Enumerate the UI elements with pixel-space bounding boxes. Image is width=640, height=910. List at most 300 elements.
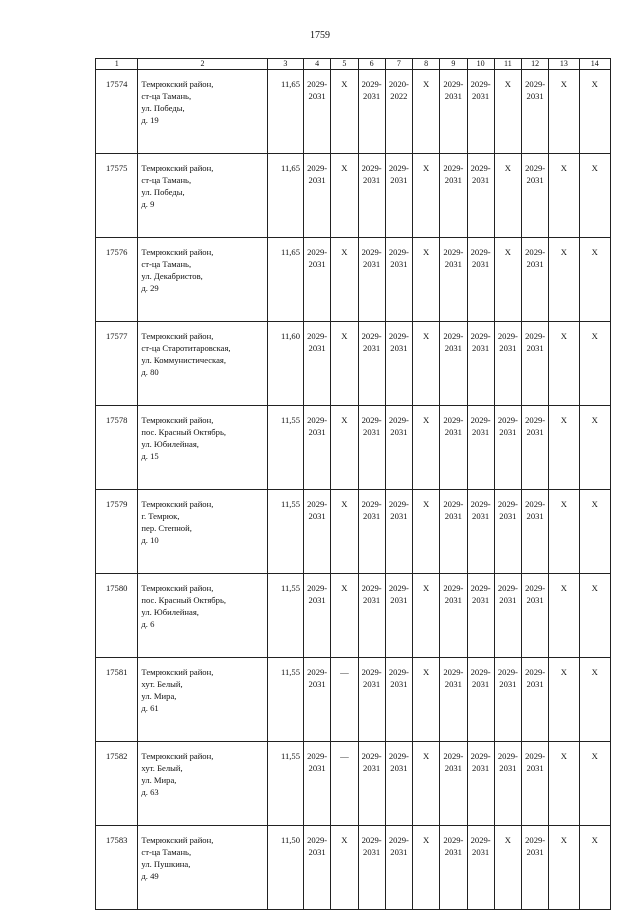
address-line: ул. Победы, — [141, 103, 185, 113]
address-line: Темрюкский район, — [141, 667, 214, 677]
period-part: 2029- — [361, 667, 382, 677]
address-cell — [138, 742, 267, 826]
period-part: 2031 — [472, 847, 490, 857]
period-part: 2031 — [472, 511, 490, 521]
period-part: 2029- — [388, 331, 409, 341]
registry-table — [95, 58, 611, 910]
record-number: 17574 — [96, 70, 138, 154]
mark-cell: X — [494, 238, 521, 322]
period-cell — [522, 574, 549, 658]
period-cell — [467, 658, 494, 742]
period-part: 2029- — [443, 583, 464, 593]
period-cell — [304, 154, 331, 238]
period-part: 2029- — [307, 79, 328, 89]
period-cell — [494, 574, 521, 658]
period-part: 2029- — [497, 583, 518, 593]
mark-cell: X — [579, 70, 610, 154]
period-part: 2029- — [443, 79, 464, 89]
column-header: 13 — [549, 59, 579, 70]
period-part: 2031 — [472, 259, 490, 269]
period-part: 2029- — [361, 583, 382, 593]
period-part: 2031 — [526, 91, 544, 101]
period-cell — [522, 826, 549, 910]
period-cell — [358, 238, 385, 322]
mark-cell: X — [579, 322, 610, 406]
period-part: 2029- — [470, 415, 491, 425]
page-number: 1759 — [310, 30, 330, 41]
period-part: 2029- — [525, 499, 546, 509]
address-line: ст-ца Тамань, — [141, 847, 192, 857]
period-part: 2031 — [390, 763, 408, 773]
period-cell — [467, 238, 494, 322]
address-cell — [138, 406, 267, 490]
table-row — [96, 238, 611, 322]
address-line: д. 80 — [141, 367, 159, 377]
period-cell — [358, 322, 385, 406]
period-part: 2029- — [525, 583, 546, 593]
period-part: 2031 — [308, 91, 326, 101]
table-row — [96, 406, 611, 490]
mark-cell: X — [331, 406, 358, 490]
period-part: 2031 — [526, 175, 544, 185]
mark-cell: X — [549, 238, 579, 322]
period-part: 2029- — [307, 751, 328, 761]
period-cell — [494, 490, 521, 574]
period-cell — [440, 742, 467, 826]
period-part: 2031 — [499, 343, 517, 353]
area-value: 11,60 — [267, 322, 303, 406]
period-part: 2029- — [361, 835, 382, 845]
period-part: 2031 — [363, 511, 381, 521]
period-part: 2031 — [363, 763, 381, 773]
period-part: 2031 — [472, 343, 490, 353]
period-cell — [385, 238, 412, 322]
period-part: 2029- — [470, 163, 491, 173]
address-cell — [138, 490, 267, 574]
period-part: 2022 — [390, 91, 408, 101]
period-part: 2029- — [525, 163, 546, 173]
period-part: 2029- — [470, 499, 491, 509]
period-cell — [358, 826, 385, 910]
period-part: 2029- — [497, 667, 518, 677]
area-value: 11,65 — [267, 154, 303, 238]
period-part: 2031 — [390, 595, 408, 605]
mark-cell: X — [494, 154, 521, 238]
address-line: пос. Красный Октябрь, — [141, 595, 227, 605]
mark-cell: X — [413, 826, 440, 910]
period-cell — [522, 490, 549, 574]
period-part: 2029- — [443, 331, 464, 341]
column-header: 6 — [358, 59, 385, 70]
column-header: 12 — [522, 59, 549, 70]
period-cell — [358, 70, 385, 154]
period-cell — [385, 154, 412, 238]
address-line: Темрюкский район, — [141, 835, 214, 845]
period-part: 2029- — [361, 751, 382, 761]
period-part: 2031 — [472, 595, 490, 605]
period-part: 2031 — [390, 175, 408, 185]
period-part: 2029- — [361, 499, 382, 509]
address-cell — [138, 658, 267, 742]
period-part: 2029- — [361, 415, 382, 425]
address-line: д. 15 — [141, 451, 159, 461]
period-cell — [440, 322, 467, 406]
address-line: ул. Мира, — [141, 775, 177, 785]
period-part: 2029- — [525, 667, 546, 677]
period-cell — [467, 574, 494, 658]
period-part: 2031 — [390, 847, 408, 857]
period-part: 2029- — [361, 331, 382, 341]
column-header: 14 — [579, 59, 610, 70]
period-cell — [358, 490, 385, 574]
period-cell — [440, 826, 467, 910]
column-header: 3 — [267, 59, 303, 70]
area-value: 11,65 — [267, 238, 303, 322]
period-part: 2029- — [307, 163, 328, 173]
period-part: 2031 — [308, 595, 326, 605]
period-part: 2031 — [308, 259, 326, 269]
period-part: 2031 — [472, 679, 490, 689]
mark-cell: X — [413, 742, 440, 826]
record-number: 17579 — [96, 490, 138, 574]
period-part: 2029- — [307, 667, 328, 677]
address-line: ул. Коммунистическая, — [141, 355, 227, 365]
period-part: 2029- — [307, 247, 328, 257]
period-cell — [522, 238, 549, 322]
mark-cell: X — [331, 70, 358, 154]
address-cell — [138, 574, 267, 658]
address-line: ул. Декабристов, — [141, 271, 203, 281]
mark-cell: X — [549, 70, 579, 154]
area-value: 11,55 — [267, 658, 303, 742]
period-part: 2031 — [526, 595, 544, 605]
period-part: 2029- — [361, 163, 382, 173]
period-part: 2029- — [307, 835, 328, 845]
period-cell — [385, 322, 412, 406]
mark-cell: X — [331, 154, 358, 238]
period-part: 2031 — [308, 763, 326, 773]
mark-cell: X — [331, 322, 358, 406]
mark-cell: X — [579, 658, 610, 742]
address-line: д. 63 — [141, 787, 159, 797]
period-cell — [522, 154, 549, 238]
period-part: 2029- — [388, 163, 409, 173]
period-part: 2029- — [443, 835, 464, 845]
period-cell — [304, 322, 331, 406]
record-number: 17581 — [96, 658, 138, 742]
period-part: 2029- — [388, 247, 409, 257]
address-line: пер. Степной, — [141, 523, 192, 533]
address-cell — [138, 322, 267, 406]
period-part: 2031 — [526, 343, 544, 353]
table-row — [96, 826, 611, 910]
address-line: д. 6 — [141, 619, 155, 629]
period-cell — [385, 490, 412, 574]
period-part: 2031 — [308, 427, 326, 437]
address-line: Темрюкский район, — [141, 79, 214, 89]
period-part: 2031 — [363, 175, 381, 185]
period-cell — [304, 742, 331, 826]
period-cell — [467, 70, 494, 154]
period-part: 2031 — [444, 679, 462, 689]
period-cell — [467, 154, 494, 238]
period-part: 2029- — [470, 79, 491, 89]
record-number: 17582 — [96, 742, 138, 826]
period-part: 2031 — [526, 427, 544, 437]
period-part: 2031 — [444, 91, 462, 101]
period-cell — [304, 238, 331, 322]
mark-cell: X — [579, 742, 610, 826]
period-part: 2029- — [307, 499, 328, 509]
address-line: хут. Белый, — [141, 763, 183, 773]
period-part: 2031 — [499, 763, 517, 773]
address-line: ст-ца Тамань, — [141, 175, 192, 185]
period-part: 2029- — [361, 247, 382, 257]
period-cell — [304, 490, 331, 574]
address-line: пос. Красный Октябрь, — [141, 427, 227, 437]
area-value: 11,55 — [267, 574, 303, 658]
period-cell — [522, 406, 549, 490]
period-cell — [385, 742, 412, 826]
period-cell — [440, 70, 467, 154]
period-cell — [494, 742, 521, 826]
mark-cell: X — [549, 658, 579, 742]
period-part: 2031 — [363, 847, 381, 857]
period-part: 2031 — [444, 847, 462, 857]
column-header: 7 — [385, 59, 412, 70]
period-part: 2029- — [443, 415, 464, 425]
period-part: 2029- — [443, 163, 464, 173]
period-cell — [494, 322, 521, 406]
period-part: 2031 — [444, 763, 462, 773]
period-part: 2029- — [388, 583, 409, 593]
mark-cell: X — [331, 574, 358, 658]
mark-cell: X — [413, 574, 440, 658]
period-part: 2031 — [499, 427, 517, 437]
mark-cell: X — [331, 826, 358, 910]
address-line: г. Темрюк, — [141, 511, 180, 521]
address-line: д. 61 — [141, 703, 159, 713]
address-line: д. 10 — [141, 535, 159, 545]
table-row — [96, 574, 611, 658]
period-cell — [467, 406, 494, 490]
address-line: хут. Белый, — [141, 679, 183, 689]
area-value: 11,55 — [267, 742, 303, 826]
address-line: д. 29 — [141, 283, 159, 293]
address-line: Темрюкский район, — [141, 751, 214, 761]
address-line: Темрюкский район, — [141, 163, 214, 173]
period-part: 2020- — [388, 79, 409, 89]
mark-cell: X — [331, 490, 358, 574]
column-header: 1 — [96, 59, 138, 70]
period-part: 2029- — [525, 751, 546, 761]
column-header: 10 — [467, 59, 494, 70]
address-cell — [138, 826, 267, 910]
area-value: 11,65 — [267, 70, 303, 154]
address-line: Темрюкский район, — [141, 247, 214, 257]
record-number: 17575 — [96, 154, 138, 238]
address-line: ст-ца Старотитаровская, — [141, 343, 231, 353]
period-part: 2029- — [470, 751, 491, 761]
mark-cell: X — [549, 826, 579, 910]
period-part: 2031 — [390, 343, 408, 353]
address-line: ст-ца Тамань, — [141, 91, 192, 101]
period-part: 2031 — [444, 511, 462, 521]
period-cell — [358, 574, 385, 658]
record-number: 17580 — [96, 574, 138, 658]
mark-cell: X — [413, 238, 440, 322]
period-cell — [385, 826, 412, 910]
address-line: ул. Пушкина, — [141, 859, 191, 869]
period-part: 2029- — [388, 415, 409, 425]
period-part: 2029- — [361, 79, 382, 89]
period-part: 2031 — [526, 259, 544, 269]
period-part: 2029- — [470, 247, 491, 257]
period-part: 2029- — [497, 751, 518, 761]
address-line: Темрюкский район, — [141, 499, 214, 509]
period-part: 2029- — [525, 79, 546, 89]
mark-cell: X — [549, 154, 579, 238]
address-line: ул. Юбилейная, — [141, 439, 199, 449]
period-part: 2031 — [472, 763, 490, 773]
mark-cell: X — [331, 238, 358, 322]
mark-cell: X — [549, 742, 579, 826]
mark-cell: X — [549, 322, 579, 406]
address-line: ул. Мира, — [141, 691, 177, 701]
period-part: 2029- — [525, 835, 546, 845]
address-line: Темрюкский район, — [141, 331, 214, 341]
period-part: 2031 — [363, 259, 381, 269]
mark-cell: X — [413, 70, 440, 154]
period-part: 2031 — [444, 343, 462, 353]
mark-cell: X — [413, 490, 440, 574]
address-line: д. 19 — [141, 115, 159, 125]
period-part: 2029- — [388, 751, 409, 761]
period-part: 2031 — [499, 595, 517, 605]
period-part: 2029- — [443, 667, 464, 677]
period-part: 2031 — [472, 91, 490, 101]
period-cell — [522, 70, 549, 154]
period-part: 2029- — [525, 247, 546, 257]
period-part: 2029- — [307, 415, 328, 425]
address-line: Темрюкский район, — [141, 583, 214, 593]
period-cell — [304, 70, 331, 154]
period-part: 2031 — [308, 175, 326, 185]
table-row — [96, 322, 611, 406]
period-cell — [304, 574, 331, 658]
period-cell — [358, 406, 385, 490]
period-cell — [522, 658, 549, 742]
column-header: 2 — [138, 59, 267, 70]
table-row — [96, 658, 611, 742]
period-part: 2029- — [443, 499, 464, 509]
mark-cell: X — [413, 322, 440, 406]
period-part: 2031 — [444, 595, 462, 605]
period-part: 2031 — [308, 343, 326, 353]
period-part: 2031 — [390, 511, 408, 521]
address-line: ул. Победы, — [141, 187, 185, 197]
mark-cell: X — [549, 490, 579, 574]
mark-cell: X — [494, 70, 521, 154]
period-cell — [358, 154, 385, 238]
address-cell — [138, 70, 267, 154]
column-header: 5 — [331, 59, 358, 70]
period-part: 2031 — [363, 595, 381, 605]
address-line: д. 9 — [141, 199, 155, 209]
period-part: 2031 — [526, 511, 544, 521]
period-part: 2031 — [390, 679, 408, 689]
period-cell — [494, 406, 521, 490]
period-part: 2031 — [390, 259, 408, 269]
period-cell — [440, 658, 467, 742]
period-part: 2031 — [444, 259, 462, 269]
period-cell — [385, 70, 412, 154]
period-cell — [358, 658, 385, 742]
address-cell — [138, 238, 267, 322]
mark-cell: X — [549, 406, 579, 490]
period-part: 2029- — [470, 667, 491, 677]
period-cell — [440, 406, 467, 490]
table-row — [96, 70, 611, 154]
period-cell — [440, 238, 467, 322]
area-value: 11,55 — [267, 406, 303, 490]
address-line: ул. Юбилейная, — [141, 607, 199, 617]
column-header: 8 — [413, 59, 440, 70]
period-cell — [467, 322, 494, 406]
column-header: 11 — [494, 59, 521, 70]
period-part: 2031 — [363, 343, 381, 353]
table-body — [96, 59, 611, 910]
period-part: 2029- — [388, 667, 409, 677]
period-cell — [304, 406, 331, 490]
period-part: 2031 — [472, 175, 490, 185]
mark-cell: X — [579, 826, 610, 910]
period-part: 2031 — [363, 679, 381, 689]
period-part: 2031 — [472, 427, 490, 437]
column-header-row — [96, 59, 611, 70]
period-part: 2029- — [525, 331, 546, 341]
record-number: 17578 — [96, 406, 138, 490]
period-cell — [385, 406, 412, 490]
period-cell — [522, 742, 549, 826]
period-part: 2031 — [526, 847, 544, 857]
period-cell — [440, 574, 467, 658]
period-part: 2031 — [363, 91, 381, 101]
address-line: Темрюкский район, — [141, 415, 214, 425]
period-cell — [494, 658, 521, 742]
table-row — [96, 154, 611, 238]
mark-cell: X — [413, 658, 440, 742]
mark-cell: — — [331, 658, 358, 742]
period-cell — [304, 658, 331, 742]
mark-cell: X — [413, 154, 440, 238]
period-part: 2031 — [526, 679, 544, 689]
table-row — [96, 490, 611, 574]
period-part: 2029- — [497, 415, 518, 425]
period-part: 2031 — [499, 511, 517, 521]
period-part: 2029- — [470, 331, 491, 341]
area-value: 11,55 — [267, 490, 303, 574]
period-part: 2029- — [388, 835, 409, 845]
period-part: 2029- — [470, 583, 491, 593]
period-part: 2031 — [444, 427, 462, 437]
period-cell — [440, 490, 467, 574]
period-part: 2031 — [499, 679, 517, 689]
record-number: 17576 — [96, 238, 138, 322]
period-part: 2031 — [363, 427, 381, 437]
mark-cell: — — [331, 742, 358, 826]
mark-cell: X — [579, 238, 610, 322]
